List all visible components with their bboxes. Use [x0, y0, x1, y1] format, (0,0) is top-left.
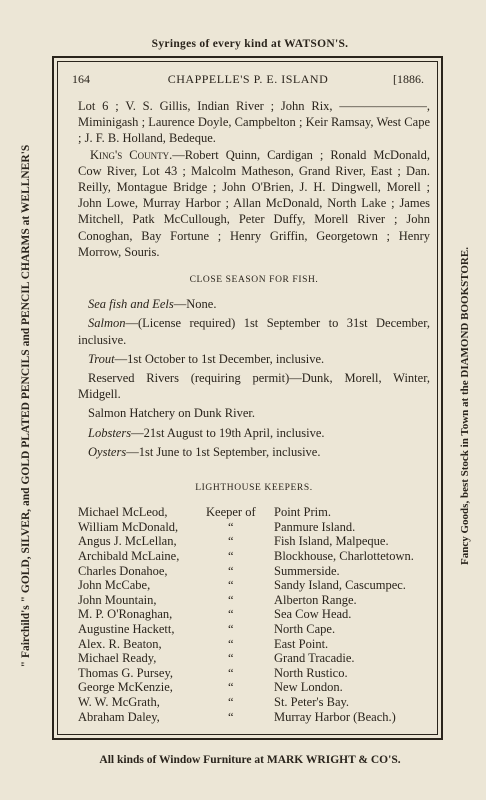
fish-item: Trout—1st October to 1st December, inclusive.	[88, 351, 325, 366]
lighthouse-row: William McDonald, “ Panmure Island.	[78, 519, 356, 534]
lighthouse-row: Archibald McLaine, “ Blockhouse, Charlottetown.	[78, 549, 414, 564]
fish-item: Oysters—1st June to 1st September, inclusive.	[88, 444, 321, 459]
lighthouse-row: John McCabe, “ Sandy Island, Cascumpec.	[78, 578, 406, 593]
lighthouse-row: Michael Ready, “ Grand Tracadie.	[78, 651, 355, 666]
fish-section	[78, 296, 430, 460]
year: [1886.	[393, 72, 424, 86]
fish-item: Reserved Rivers (requiring permit)—Dunk, Morell, Winter, Midgell.	[78, 371, 430, 402]
kings-county-label: King's County.	[90, 147, 173, 162]
kings-county-text: —Robert Quinn, Cardigan ; Ronald McDonald, Cow River, Lot 43 ; Malcolm Matheson, Grand River, East ; Dan. Reilly, Montague Bridge ; John O'Brien, J. H. Dingwell, Morell ; John Lowe, Murray Harbor ; Allan McDonald, North Lake ; James Mitchell, Patk McCullough, Peter Duffy, Morell River ; John Conoghan, Bay Fortune ; Henry Griffin, Georgetown ; Henry Morrow, Souris.	[78, 147, 430, 259]
paragraph-lot6: Lot 6 ; V. S. Gillis, Indian River ; John Rix, ———————, Miminigash ; Laurence Doyle, Campbelton ; Keir Ramsay, West Cape ; J. F. B. Holland, Bedeque.	[78, 99, 430, 146]
lighthouse-row: Angus J. McLellan, “ Fish Island, Malpeque.	[78, 534, 389, 549]
lighthouse-row: Augustine Hackett, “ North Cape.	[78, 622, 336, 637]
right-advertisement: Fancy Goods, best Stock in Town at the DIAMOND BOOKSTORE.	[459, 247, 471, 565]
running-header	[72, 72, 424, 88]
lighthouse-heading: LIGHTHOUSE KEEPERS.	[195, 483, 313, 494]
page-body	[78, 98, 430, 723]
fish-item: Sea fish and Eels—None.	[88, 297, 217, 312]
lighthouse-row: M. P. O'Ronaghan, “ Sea Cow Head.	[78, 607, 352, 622]
fish-item: Lobsters—21st August to 19th April, inclusive.	[88, 425, 325, 440]
lighthouse-row: Michael McLeod, Keeper of Point Prim.	[78, 505, 331, 520]
fish-item: Salmon—(License required) 1st September to 31st December, inclusive.	[78, 316, 430, 347]
top-advertisement: Syringes of every kind at WATSON'S.	[151, 38, 349, 50]
lighthouse-table	[78, 504, 430, 723]
lighthouse-row: W. W. McGrath, “ St. Peter's Bay.	[78, 694, 350, 709]
left-advertisement: " Fairchild's " GOLD, SILVER, and GOLD PLATED PENCILS and PENCIL CHARMS at WELLNER'S	[20, 144, 32, 668]
fish-item: Salmon Hatchery on Dunk River.	[88, 406, 255, 421]
lighthouse-row: John Mountain, “ Alberton Range.	[78, 592, 357, 607]
running-title: CHAPPELLE'S P. E. ISLAND	[167, 72, 329, 86]
page-number: 164	[72, 72, 90, 86]
lighthouse-row: Alex. R. Beaton, “ East Point.	[78, 636, 329, 651]
lighthouse-row: George McKenzie, “ New London.	[78, 680, 343, 695]
paragraph-kings-county	[78, 147, 430, 260]
lighthouse-row: Thomas G. Pursey, “ North Rustico.	[78, 665, 348, 680]
lighthouse-row: Charles Donahoe, “ Summerside.	[78, 563, 340, 578]
lighthouse-row: Abraham Daley, “ Murray Harbor (Beach.)	[78, 709, 396, 724]
fish-heading: CLOSE SEASON FOR FISH.	[189, 275, 319, 286]
bottom-advertisement: All kinds of Window Furniture at MARK WRIGHT & CO'S.	[99, 754, 401, 766]
